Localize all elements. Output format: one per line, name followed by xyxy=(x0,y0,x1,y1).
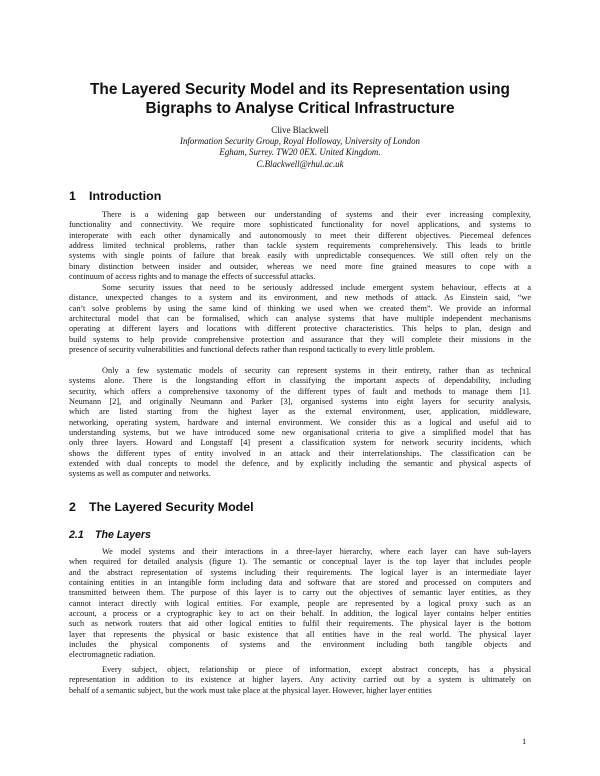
author-block xyxy=(60,125,540,170)
title-line-1: The Layered Security Model and its Representation using xyxy=(90,81,510,98)
text-line: address limited technical problems, rather than tackle system requirements comprehensively. This leads to brittle xyxy=(69,240,531,250)
text-line: Only a few systematic models of security can represent systems in their entirety, rather than as technical xyxy=(102,366,531,375)
author-affiliation-2: Egham, Surrey. TW20 0EX. United Kingdom. xyxy=(219,147,381,158)
intro-paragraph-2 xyxy=(69,283,531,355)
text-line: networking, operating system, hardware and internal environment. We consider this as a logical and useful aid to xyxy=(69,417,531,427)
text-line: electromagnetic radiation. xyxy=(69,650,156,660)
text-line: systems with single points of failure that break easily with unpredictable consequences. We still often rely on the xyxy=(69,251,531,261)
text-line: includes the physical components of systems and the environment including both tangible objects and xyxy=(69,639,531,649)
text-line: There is a widening gap between our understanding of systems and their ever increasing complexity, xyxy=(102,210,531,219)
text-line: build systems to help provide comprehensive protection and assurance that they will complete their missions in the xyxy=(69,334,531,344)
text-line: Some security issues that need to be seriously addressed include emergent system behaviour, effects at a xyxy=(102,283,531,292)
text-line: binary distinction between insider and outsider, whereas we need more fine grained measures to cope with a xyxy=(69,261,531,271)
text-line: representation in addition to its existence at higher layers. Any activity carried out by a system is ultimately on xyxy=(69,675,531,685)
text-line: distance, unexpected changes to a system and its environment, and new methods of attack. As Einstein said, “we xyxy=(69,293,531,303)
text-line: cannot interact directly with logical entities. For example, people are represented by a logical proxy such as an xyxy=(69,598,531,608)
text-line: systems as well as computer and networks. xyxy=(69,469,211,479)
text-line: shows the different types of entity involved in an attack and their interrelationships. The classification can be xyxy=(69,448,531,458)
text-line: such as network routers that aid other logical entities to fulfil their requirements. The physical layer is the bottom xyxy=(69,619,531,629)
subsection-2-1-heading xyxy=(69,529,151,541)
section-2-heading xyxy=(69,500,254,514)
text-line: which are listed starting from the highest layer as the external environment, user, application, middleware, xyxy=(69,407,531,417)
text-line: Every subject, object, relationship or piece of information, except abstract concepts, has a physical xyxy=(102,665,531,674)
text-line: We model systems and their interactions in a three-layer hierarchy, where each layer can have sub-layers xyxy=(102,547,531,556)
author-affiliation-1: Information Security Group, Royal Holloway, University of London xyxy=(179,136,420,147)
text-line: and the abstract representation of systems including their requirements. The logical layer is an intermediate layer xyxy=(69,567,531,577)
subsection-2-1-title: The Layers xyxy=(95,529,151,541)
text-line: can’t solve problems by using the same kind of thinking we used when we created them”. We provide an informal xyxy=(69,303,531,313)
text-line: presence of security vulnerabilities and functional defects rather than respond tactically to every little problem. xyxy=(69,344,435,354)
text-line: Neumann [2], and originally Neumann and Parker [3], organised systems into eight layers for security analysis, xyxy=(69,396,531,406)
section-1-title: Introduction xyxy=(89,189,162,203)
text-line: architectural model that can be formalised, which can analyse systems that have multiple independent mechanisms xyxy=(69,313,531,323)
layers-paragraph-2 xyxy=(69,665,531,696)
section-2-title: The Layered Security Model xyxy=(89,500,254,514)
text-line: systems alone. There is the longstanding effort in classifying the important aspects of dependability, including xyxy=(69,376,531,386)
subsection-2-1-number: 2.1 xyxy=(69,529,84,541)
text-line: containing entities in an intangible form including data and software that are stored and processed on computers and xyxy=(69,577,531,587)
author-email: C.Blackwell@rhul.ac.uk xyxy=(256,158,344,169)
section-2-number: 2 xyxy=(69,500,76,514)
text-line: security, which offers a comprehensive taxonomy of the different types of fault and methods to manage them [1]. xyxy=(69,386,531,396)
paper-title xyxy=(40,80,560,118)
intro-paragraph-1 xyxy=(69,210,531,282)
text-line: account, a process or a cryptographic key to act on their behalf. In addition, the logical layer contains helper entities xyxy=(69,608,531,618)
page-number: 1 xyxy=(522,736,527,746)
author-name: Clive Blackwell xyxy=(271,125,329,135)
section-1-number: 1 xyxy=(69,189,76,203)
text-line: layer that represents the physical or basic existence that all entities have in the real world. The physical layer xyxy=(69,629,531,639)
text-line: behalf of a semantic subject, but the work must take place at the physical layer. However, higher layer entities xyxy=(69,685,432,695)
section-1-heading xyxy=(69,189,161,203)
text-line: interoperate with each other dynamically and autonomously to meet their different objectives. Piecemeal defences xyxy=(69,230,531,240)
text-line: only three layers. Howard and Longstaff [4] present a classification system for network security incidents, which xyxy=(69,438,531,448)
intro-paragraph-3 xyxy=(69,366,531,479)
text-line: continuum of access rights and to manage the effects of successful attacks. xyxy=(69,271,316,281)
text-line: extended with dual concepts to model the defence, and by explicitly including the semantic and physical aspects of xyxy=(69,458,531,468)
layers-paragraph-1 xyxy=(69,547,531,660)
text-line: functionality and connectivity. We require more sophisticated functionality for novel applications, and systems to xyxy=(69,220,531,230)
text-line: understanding systems, but we have introduced some new organisational criteria to give a simplified model that has xyxy=(69,427,531,437)
text-line: operating at different layers and locations with different protective characteristics. This helps to plan, design and xyxy=(69,324,531,334)
title-line-2: Bigraphs to Analyse Critical Infrastructure xyxy=(145,100,455,117)
text-line: transmitted between them. The purpose of this layer is to carry out the objectives of semantic layer entities, as they xyxy=(69,588,531,598)
text-line: when required for detailed analysis (figure 1). The semantic or conceptual layer is the top layer that includes people xyxy=(69,557,531,567)
